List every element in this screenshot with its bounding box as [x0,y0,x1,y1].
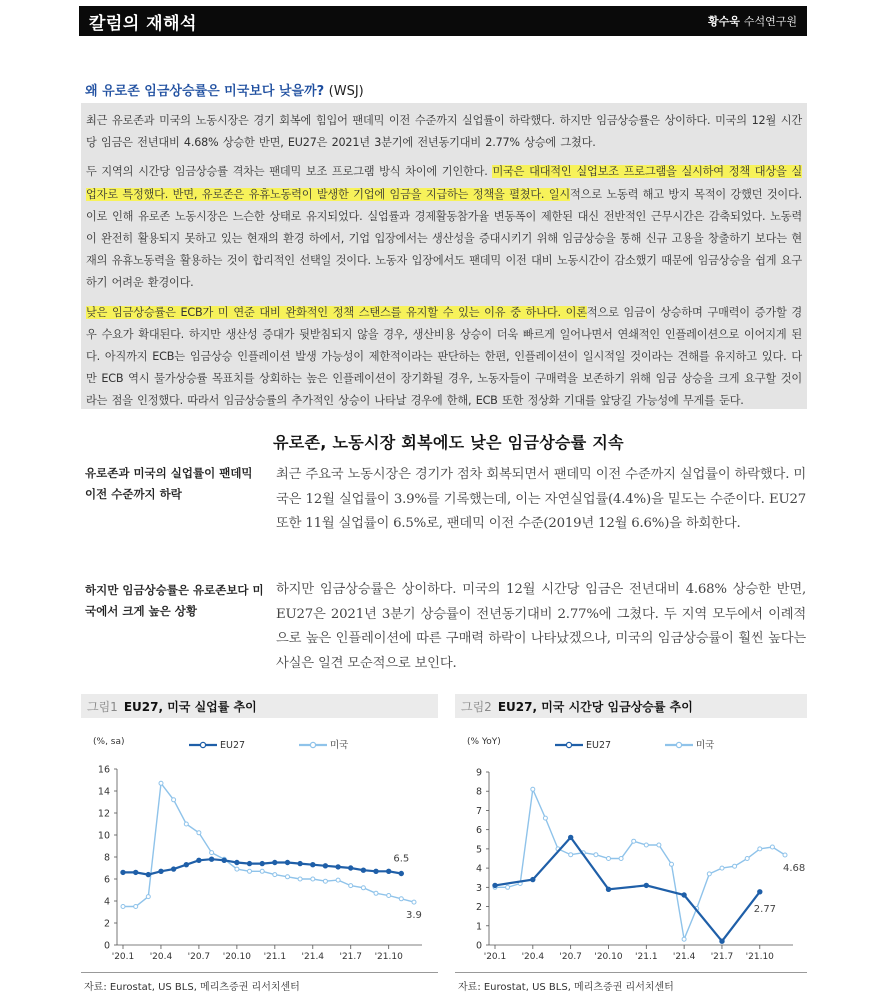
data-point-eu27 [273,860,277,864]
data-point-eu27 [349,866,353,870]
data-point-us [506,885,510,889]
data-point-eu27 [159,869,163,873]
series-line-eu27 [495,837,760,941]
data-point-us [783,853,787,857]
y-tick-label: 6 [103,874,110,886]
data-point-eu27 [235,860,239,864]
data-point-eu27 [682,893,686,897]
data-point-us [644,843,648,847]
data-point-eu27 [311,863,315,867]
data-point-us [121,905,125,909]
data-point-us [286,875,290,879]
figure-2-header [455,694,807,718]
figure-1-number: 그림1 [87,700,118,714]
body-paragraph-2: 하지만 임금상승률은 상이하다. 미국의 12월 시간당 임금은 전년대비 4.68% 상승한 반면, EU27은 2021년 3분기 상승률이 전년동기대비 2.77%에 그쳤다. 두 지역 모두에서 이례적으로 높은 인플레이션에 따른 구매력 하락이 나타났겠으나, 미국의 임금상승률이 훨씬 높다는 사실은 일견 모순적으로 보인다. [276,582,806,671]
y-tick-label: 1 [475,921,482,933]
author [708,13,797,29]
section-heading: 유로존, 노동시장 회복에도 낮은 임금상승률 지속 [273,433,624,452]
x-tick-label: '20.4 [149,952,173,962]
data-point-us [543,816,547,820]
data-point-us [134,905,138,909]
data-point-us [758,847,762,851]
y-tick-label: 16 [97,764,110,776]
legend-label: EU27 [220,740,246,751]
data-point-eu27 [387,869,391,873]
highlighted-text: 낮은 임금상승률은 ECB가 미 연준 대비 완화적인 정책 스탠스를 유지할 수 있는 이유 중 하나다. 이론 [86,305,587,319]
data-point-eu27 [336,865,340,869]
y-tick-label: 12 [97,808,110,820]
data-point-us [159,781,163,785]
x-tick-label: '20.1 [111,952,135,962]
y-tick-label: 10 [97,830,110,842]
data-point-eu27 [361,868,365,872]
headline-text: 왜 유로존 임금상승률은 미국보다 낮을까? [85,84,325,99]
y-tick-label: 9 [475,767,482,779]
report-header [79,6,807,36]
chart-unemployment [81,727,438,971]
data-point-us [594,853,598,857]
data-point-us [210,851,214,855]
chart-unit-label: (%, sa) [93,737,125,747]
data-point-us [311,877,315,881]
source-divider [455,972,807,973]
data-point-eu27 [531,877,535,881]
side-note-1: 유로존과 미국의 실업률이 팬데믹 이전 수준까지 하락 [85,466,253,501]
data-point-us [172,798,176,802]
summary-paragraph-1: 최근 유로존과 미국의 노동시장은 경기 회복에 힘입어 팬데믹 이전 수준까지 실업률이 하락했다. 하지만 임금상승률은 상이하다. 미국의 12월 시간당 임금은 전년대비 4.68% 상승한 반면, EU27은 2021년 3분기에 전년동기대비 2.77% 상승에 그쳤다. [86,114,802,150]
data-point-us [235,867,239,871]
x-tick-label: '21.7 [339,952,362,962]
chart-wage-growth [455,727,807,971]
series-line-us [123,783,414,906]
data-point-eu27 [298,861,302,865]
end-value-label: 6.5 [393,853,410,865]
x-tick-label: '20.7 [187,952,211,962]
y-tick-label: 6 [475,825,482,837]
data-point-us [720,866,724,870]
y-tick-label: 3 [475,882,482,894]
summary-box [81,103,807,409]
data-point-eu27 [171,867,175,871]
data-point-us [770,845,774,849]
data-point-eu27 [134,870,138,874]
data-point-eu27 [569,835,573,839]
x-tick-label: '20.1 [483,952,507,962]
chart-wage-growth-svg [455,727,807,967]
figure-2-number: 그림2 [461,700,492,714]
data-point-eu27 [222,858,226,862]
data-point-eu27 [644,883,648,887]
data-point-us [298,877,302,881]
data-point-eu27 [247,861,251,865]
summary-text: 두 지역의 시간당 임금상승률 격차는 팬데믹 보조 프로그램 방식 차이에 기인한다. [86,165,493,179]
data-point-us [745,857,749,861]
data-point-us [670,862,674,866]
chart-unit-label: (% YoY) [467,737,501,747]
legend-label: EU27 [586,740,612,751]
data-point-eu27 [260,861,264,865]
summary-paragraph-3 [86,302,802,413]
author-role: 수석연구원 [743,15,797,28]
x-tick-label: '20.7 [559,952,582,962]
summary-paragraph-2 [86,161,802,294]
data-point-us [323,879,327,883]
legend-marker-1 [676,742,681,747]
data-point-us [361,886,365,890]
data-point-us [260,869,264,873]
y-tick-label: 8 [475,786,482,798]
x-tick-label: '20.4 [521,952,545,962]
data-point-us [336,878,340,882]
data-point-us [632,839,636,843]
data-point-us [387,894,391,898]
data-point-us [184,822,188,826]
legend-label: 미국 [696,740,715,751]
data-point-us [248,869,252,873]
data-point-us [682,937,686,941]
data-point-us [399,897,403,901]
legend-marker-0 [200,742,205,747]
data-point-eu27 [121,870,125,874]
data-point-eu27 [374,869,378,873]
figure-1-title: EU27, 미국 실업률 추이 [123,700,257,714]
x-tick-label: '21.10 [745,952,774,962]
figure-1-source: 자료: Eurostat, US BLS, 메리츠증권 리서치센터 [84,982,300,993]
y-tick-label: 0 [475,940,482,952]
x-tick-label: '21.10 [374,952,403,962]
data-point-eu27 [184,863,188,867]
article-headline [85,80,364,99]
y-tick-label: 2 [103,918,110,930]
data-point-eu27 [146,872,150,876]
author-name: 황수욱 [707,15,740,28]
end-value-label: 2.77 [753,903,777,915]
source-divider [81,972,438,973]
data-point-eu27 [399,871,403,875]
summary-text: 적으로 노동력 해고 방지 목적이 강했던 것이다. 이로 인해 유로존 노동시장은 느슨한 상태로 유지되었다. 실업률과 경제활동참가율 변동폭이 제한된 대신 전반적인 근무시간은 감축되었다. 노동력이 완전히 활용되지 못하고 있는 현재의 환경 하에서, 기업 입장에서는 생산성을 증대시키기 위해 임금상승을 통해 신규 고용을 창출하기 보다는 현재의 유휴노동력을 활용하는 것이 합리적인 선택일 것이다. 노동자 입장에서도 팬데믹 이전 대비 노동시간이 감소했기 때문에 임금상승을 쉽게 요구하기 어려운 환경이다. [86,187,802,290]
figure-2-source: 자료: Eurostat, US BLS, 메리츠증권 리서치센터 [458,982,674,993]
data-point-eu27 [720,939,724,943]
data-point-eu27 [323,864,327,868]
y-tick-label: 0 [103,940,110,952]
side-note-2: 하지만 임금상승률은 유로존보다 미국에서 크게 높은 상황 [85,583,264,618]
headline-source: (WSJ) [328,84,364,99]
y-tick-label: 14 [97,786,110,798]
data-point-us [607,857,611,861]
x-tick-label: '21.1 [263,952,287,962]
data-point-us [619,857,623,861]
data-point-us [273,873,277,877]
data-point-eu27 [285,860,289,864]
data-point-eu27 [606,887,610,891]
y-tick-label: 4 [103,896,110,908]
legend-label: 미국 [330,740,349,751]
x-tick-label: '21.7 [710,952,734,962]
data-point-us [412,900,416,904]
y-tick-label: 2 [475,902,482,914]
y-tick-label: 4 [475,863,482,875]
x-tick-label: '20.10 [594,952,623,962]
figure-1-header [81,694,438,718]
section-title-badge: 칼럼의 재해석 [89,13,197,34]
y-tick-label: 8 [103,852,110,864]
summary-text: 적으로 임금이 상승하며 구매력이 증가할 경우 수요가 확대된다. 하지만 생산성 증대가 뒷받침되지 않을 경우, 생산비용 상승이 더욱 빠르게 일어나면서 연쇄적인 인플레이션으로 이어지게 된다. 아직까지 ECB는 임금상승 인플레이션 발생 가능성이 제한적이라는 판단하는 한편, 인플레이션이 일시적일 것이라는 견해를 유지하고 있다. 다만 ECB 역시 물가상승률 목표치를 상회하는 높은 인플레이션이 장기화될 경우, 노동자들이 구매력을 보존하기 위해 임금 상승을 크게 요구할 것이라는 점을 인정했다. 따라서 임금상승률의 추가적인 상승이 나타날 경우에 한해, ECB 또한 정상화 기대를 앞당길 가능성에 무게를 둔다. [86,305,802,408]
legend-marker-1 [310,742,315,747]
data-point-us [146,895,150,899]
data-point-us [374,891,378,895]
data-point-us [657,843,661,847]
data-point-eu27 [493,883,497,887]
data-point-us [349,884,353,888]
data-point-eu27 [758,890,762,894]
data-point-eu27 [209,857,213,861]
data-point-us [531,787,535,791]
data-point-eu27 [197,858,201,862]
chart-unemployment-svg [81,727,438,967]
data-point-us [569,853,573,857]
x-tick-label: '21.4 [672,952,696,962]
end-value-label: 4.68 [783,863,806,875]
figure-2-title: EU27, 미국 시간당 임금상승률 추이 [497,700,693,714]
x-tick-label: '21.1 [635,952,658,962]
y-tick-label: 5 [475,844,482,856]
end-value-label: 3.9 [406,910,422,922]
legend-marker-0 [566,742,571,747]
y-tick-label: 7 [475,805,482,817]
highlighted-text: 미국은 대대적인 실업보조 프로그램을 실시하여 정책 대상을 실업자로 특정했다. 반면, 유로존은 유휴노동력이 발생한 기업에 임금을 지급하는 정책을 펼쳤다. 일시 [86,165,803,201]
data-point-us [197,831,201,835]
x-tick-label: '21.4 [301,952,325,962]
body-paragraph-1: 최근 주요국 노동시장은 경기가 점차 회복되면서 팬데믹 이전 수준까지 실업률이 하락했다. 미국은 12월 실업률이 3.9%를 기록했는데, 이는 자연실업률(4.4%)을 밑도는 수준이다. EU27 또한 11월 실업률이 6.5%로, 팬데믹 이전 수준(2019년 12월 6.6%)을 하회한다. [276,467,806,531]
data-point-us [733,864,737,868]
data-point-us [707,872,711,876]
x-tick-label: '20.10 [222,952,251,962]
